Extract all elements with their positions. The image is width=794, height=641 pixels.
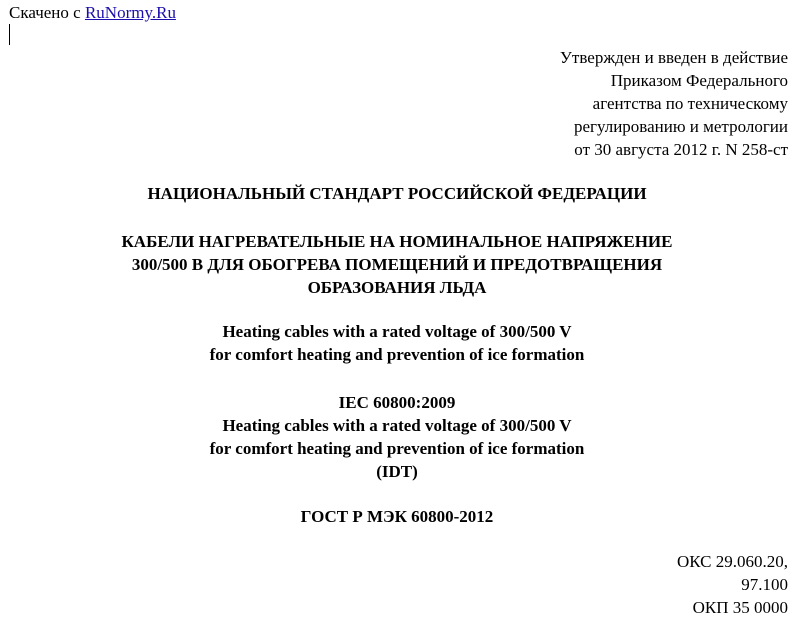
- okp-code: ОКП 35 0000: [692, 598, 788, 617]
- gost-code: ГОСТ Р МЭК 60800-2012: [300, 507, 494, 526]
- approval-block: [560, 46, 788, 161]
- gost-designation: [0, 506, 794, 528]
- iec-degree: (IDT): [376, 462, 418, 481]
- text-cursor: [9, 24, 10, 45]
- title-russian: [0, 230, 794, 299]
- iec-code: IEC 60800:2009: [338, 393, 456, 412]
- title-ru-line: КАБЕЛИ НАГРЕВАТЕЛЬНЫЕ НА НОМИНАЛЬНОЕ НАПРЯЖЕНИЕ: [121, 232, 673, 251]
- approval-line: Приказом Федерального: [610, 71, 788, 90]
- national-standard-text: НАЦИОНАЛЬНЫЙ СТАНДАРТ РОССИЙСКОЙ ФЕДЕРАЦИИ: [147, 184, 647, 203]
- title-english: [0, 320, 794, 366]
- title-ru-line: ОБРАЗОВАНИЯ ЛЬДА: [307, 278, 487, 297]
- runormy-link[interactable]: RuNormy.Ru: [84, 3, 176, 22]
- iec-reference: [0, 391, 794, 483]
- classification-codes: [677, 550, 788, 619]
- title-en-line: for comfort heating and prevention of ice formation: [209, 345, 585, 364]
- oks-code-line1: ОКС 29.060.20,: [676, 552, 788, 571]
- iec-title-line: for comfort heating and prevention of ice formation: [209, 439, 585, 458]
- national-standard-heading: [0, 183, 794, 205]
- oks-code-line2: 97.100: [741, 575, 788, 594]
- approval-line: регулированию и метрологии: [573, 117, 788, 136]
- approval-line: Утвержден и введен в действие: [559, 48, 788, 67]
- approval-line: агентства по техническому: [592, 94, 788, 113]
- source-note: [9, 3, 176, 23]
- approval-line: от 30 августа 2012 г. N 258-ст: [574, 140, 788, 159]
- title-ru-line: 300/500 В ДЛЯ ОБОГРЕВА ПОМЕЩЕНИЙ И ПРЕДОТВРАЩЕНИЯ: [131, 255, 663, 274]
- title-en-line: Heating cables with a rated voltage of 300/500 V: [222, 322, 572, 341]
- source-prefix: Скачено с: [9, 3, 85, 22]
- iec-title-line: Heating cables with a rated voltage of 300/500 V: [222, 416, 572, 435]
